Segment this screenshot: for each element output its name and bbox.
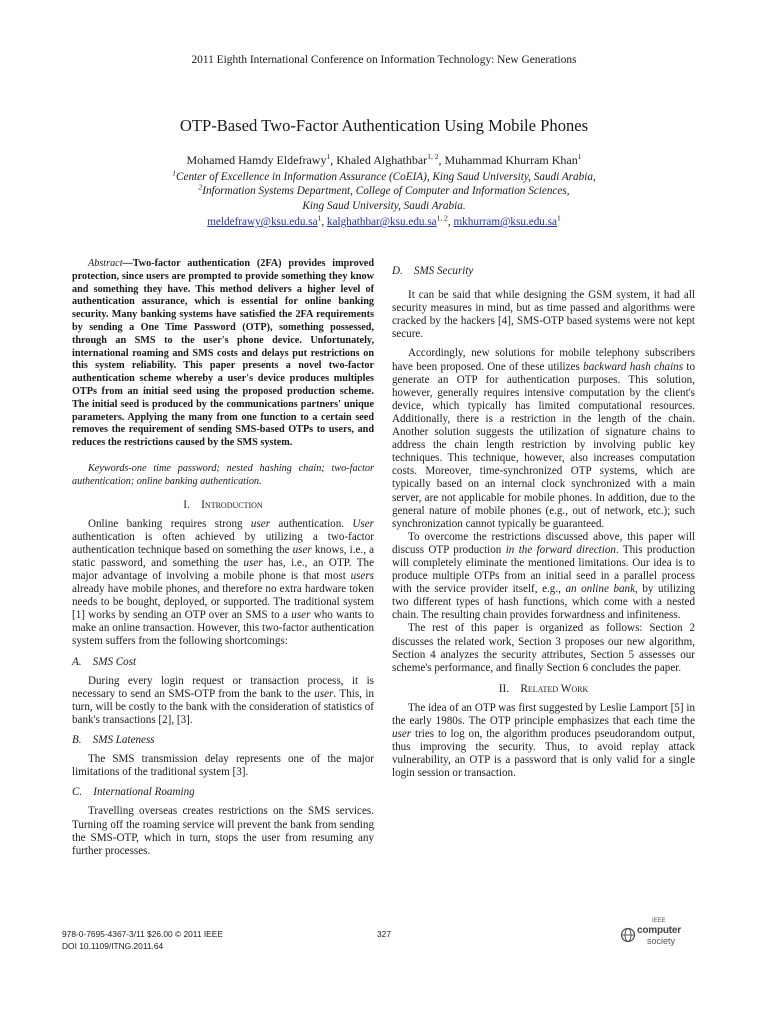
conference-header: 2011 Eighth International Conference on Information Technology: New Generations — [191, 54, 577, 66]
footer-isbn: 978-0-7695-4367-3/11 $26.00 © 2011 IEEE — [62, 929, 223, 939]
section-2-heading — [392, 683, 695, 696]
intro-term: users — [350, 570, 374, 583]
author-list: Mohamed Hamdy Eldefrawy$^1$, Khaled Alghathbar$^{1, 2}$, Muhammad Khurram Khan$^1$ — [186, 152, 582, 167]
author-2-sup: 1, 2 — [427, 152, 439, 161]
section-2-num: II. — [498, 682, 510, 695]
affiliation-1-sup: 1 — [172, 168, 177, 178]
related-work-paragraph — [392, 702, 695, 781]
abstract — [72, 258, 374, 450]
email-3-sup: 1 — [557, 213, 561, 223]
backward-chains-paragraph — [392, 347, 695, 530]
subsection-b-title: SMS Lateness — [92, 734, 155, 747]
subsection-d-heading — [392, 265, 695, 278]
section-1-title: Introduction — [201, 498, 263, 511]
paragraph-emphasis: backward hash chains — [583, 360, 684, 373]
paragraph-text: , by utilizing two different types of hash functions, which come with a nested chain. The resulting chain provides forwardness and infiniteness. — [392, 583, 696, 622]
footer-doi: DOI 10.1109/ITNG.2011.64 — [62, 941, 164, 951]
author-3-sup: 1 — [577, 152, 582, 161]
intro-term: user — [243, 556, 263, 569]
subsection-d-title: SMS Security — [413, 265, 474, 277]
logo-computer-text: computer — [637, 925, 681, 936]
subsection-a-heading — [72, 656, 374, 669]
affiliation-2-sup: 2 — [198, 182, 203, 192]
paragraph-emphasis: an online bank — [565, 583, 636, 596]
paragraph-emphasis: in the forward direction — [505, 543, 616, 556]
section-2-title: Related Work — [520, 682, 589, 695]
intro-text: authentication. — [270, 517, 353, 530]
author-1: Mohamed Hamdy Eldefrawy — [186, 153, 327, 167]
globe-icon — [620, 927, 636, 943]
page-number: 327 — [377, 929, 391, 939]
paragraph-text: tries to log on, the algorithm produces pseudorandom output, thus improving the security. Thus, to avoid replay attack vulnerability, an OTP is a password that is only valid for a single login session or transaction. — [392, 728, 695, 780]
section-1-heading — [72, 499, 374, 512]
email-link-1[interactable]: meldefrawy@ksu.edu.sa — [207, 216, 318, 228]
email-1-sup: 1 — [317, 213, 322, 223]
intro-term: user — [250, 517, 271, 530]
email-list: $meldefrawy@ksu.edu.sa^1$, kalghathbar@ksu.edu.sa$^{1, 2}$, $mkhurram@ksu.edu.sa^1$ — [207, 213, 561, 228]
paragraph-text: To overcome the restrictions discussed above, this paper will discuss OTP production — [392, 530, 695, 556]
abstract-label: Abstract — [88, 258, 123, 269]
intro-text: has, i.e., an OTP. The major advantage of involving a mobile phone is that most — [72, 556, 374, 583]
logo-ieee-text: IEEE — [652, 918, 666, 924]
abstract-text: —Two-factor authentication (2FA) provides improved protection, since users are prompted to provide something they know and something they have. This method delivers a higher level of authentication assurance, which is essential for online banking security. Many banking systems have satisfied the 2FA requirements by sending a One Time Password (OTP), something possessed, through an SMS to the user's phone device. Unfortunately, international roaming and SMS costs and delays put restrictions on this system reliability. This paper presents a novel two-factor authentication scheme whereby a user's device produces multiples OTPs from an initial seed using the proposed production scheme. The initial seed is produced by the communications partners' unique parameters. Applying the many from one function to a certain seed removes the requirement of sending SMS-based OTPs to users, and reduces the restrictions caused by the SMS system. — [72, 258, 374, 449]
left-column — [72, 258, 374, 858]
intro-text: knows, i.e., a static password, and something the — [72, 543, 374, 569]
subsection-c-num: C. — [72, 786, 83, 799]
paragraph-text: Accordingly, new solutions for mobile telephony subscribers have been proposed. One of these utilizes — [392, 347, 695, 373]
subsection-a-title: SMS Cost — [92, 655, 137, 668]
email-link-3[interactable]: mkhurram@ksu.edu.sa — [453, 216, 557, 228]
email-link-2[interactable]: kalghathbar@ksu.edu.sa — [326, 216, 437, 228]
computer-society-logo — [618, 918, 700, 948]
intro-text: Online banking requires strong — [88, 517, 251, 530]
paragraph-term: user — [392, 728, 412, 741]
intro-text: authentication is often achieved by utilizing a two-factor authentication technique based on something the — [72, 530, 374, 556]
sms-cost-text: . This, in turn, will be costly to the bank with the consideration of statistics of bank's transactions [2], [3]. — [72, 687, 374, 726]
keywords: Keywords-one time password; nested hashing chain; two-factor authentication; online banking authentication. — [72, 462, 374, 487]
affiliation-2-cont: King Saud University, Saudi Arabia. — [302, 200, 466, 212]
sms-cost-paragraph — [72, 675, 374, 727]
affiliation-2-text: Information Systems Department, College of Computer and Information Sciences, — [202, 185, 570, 197]
subsection-a-num: A. — [72, 655, 82, 668]
subsection-b-heading — [72, 734, 374, 747]
paragraph-text: to generate an OTP for authentication purposes. This solution, however, generally requires intensive computation by the client's device, which typically has limited computational resources. Additionally, there is a restriction in the length of the chain. Another solution suggests the utilization of signature chains to address the chain length restriction by involving public key techniques. This technique, however, also increases computation costs. Moreover, time-synchronized OTP systems, which are typically based on an internal clock synchronized with a main server, are not applicable for mobile phones. In addition, due to the general nature of mobile phones (e.g., out of network, etc.); such synchronization cannot typically be guaranteed. — [392, 360, 695, 530]
affiliation-1 — [0, 170, 768, 184]
subsection-c-heading — [72, 786, 374, 799]
right-column — [392, 265, 695, 780]
affiliation-2 — [0, 184, 768, 198]
subsection-c-title: International Roaming — [93, 786, 195, 799]
section-1-num: I. — [183, 498, 190, 511]
sms-lateness-paragraph: The SMS transmission delay represents one of the major limitations of the traditional system [3]. — [72, 753, 374, 779]
subsection-b-num: B. — [72, 734, 82, 747]
paragraph-text: The idea of an OTP was first suggested by Leslie Lamport [5] in the early 1980s. The OTP principle emphasizes that each time the — [392, 701, 695, 727]
intro-term: User — [352, 517, 374, 530]
intro-text: who wants to make an online transaction. However, this two-factor authentication system suffers from the following shortcomings: — [72, 609, 375, 648]
paper-title: OTP-Based Two-Factor Authentication Using Mobile Phones — [179, 116, 589, 135]
sms-security-paragraph: It can be said that while designing the GSM system, it had all security measures in mind, but as time passed and algorithms were cracked by the hackers [4], SMS-OTP based systems were not kept secure. — [392, 289, 695, 341]
roaming-paragraph: Travelling overseas creates restrictions on the SMS services. Turning off the roaming service will prevent the bank from sending the SMS-OTP, which in turn, stops the user from resuming any further processes. — [72, 805, 374, 857]
affiliation-1-text: Center of Excellence in Information Assurance (CoEIA), King Saud University, Saudi Arabia, — [176, 171, 596, 183]
forward-direction-paragraph — [392, 531, 695, 623]
intro-term: user — [292, 543, 312, 556]
author-3: Muhammad Khurram Khan — [444, 153, 578, 167]
intro-term: user — [291, 609, 311, 622]
subsection-d-num: D. — [392, 265, 403, 277]
author-2: Khaled Alghathbar — [336, 153, 428, 167]
intro-paragraph — [72, 518, 374, 649]
intro-text: already have mobile phones, and therefore no extra hardware token needs to be bought, deployed, or supported. The traditional system [1] works by sending an OTP over an SMS to a — [72, 583, 374, 622]
author-1-sup: 1 — [326, 152, 331, 161]
logo-society-text: society — [647, 936, 676, 946]
paragraph-text: . This production will completely eliminate the mentioned limitations. Our idea is to produce multiple OTPs from an initial seed in a parallel process with the service provider itself, e.g., — [392, 543, 695, 596]
email-2-sup: 1, 2 — [436, 213, 448, 223]
organization-paragraph: The rest of this paper is organized as follows: Section 2 discusses the related work, Section 3 proposes our new algorithm, Section 4 analyzes the security attributes, Section 5 assesses our scheme's performance, and finally Section 6 concludes the paper. — [392, 622, 695, 674]
sms-cost-term: user — [314, 687, 334, 700]
sms-cost-text: During every login request or transaction process, it is necessary to send an SMS-OTP from the bank to the — [72, 674, 374, 700]
